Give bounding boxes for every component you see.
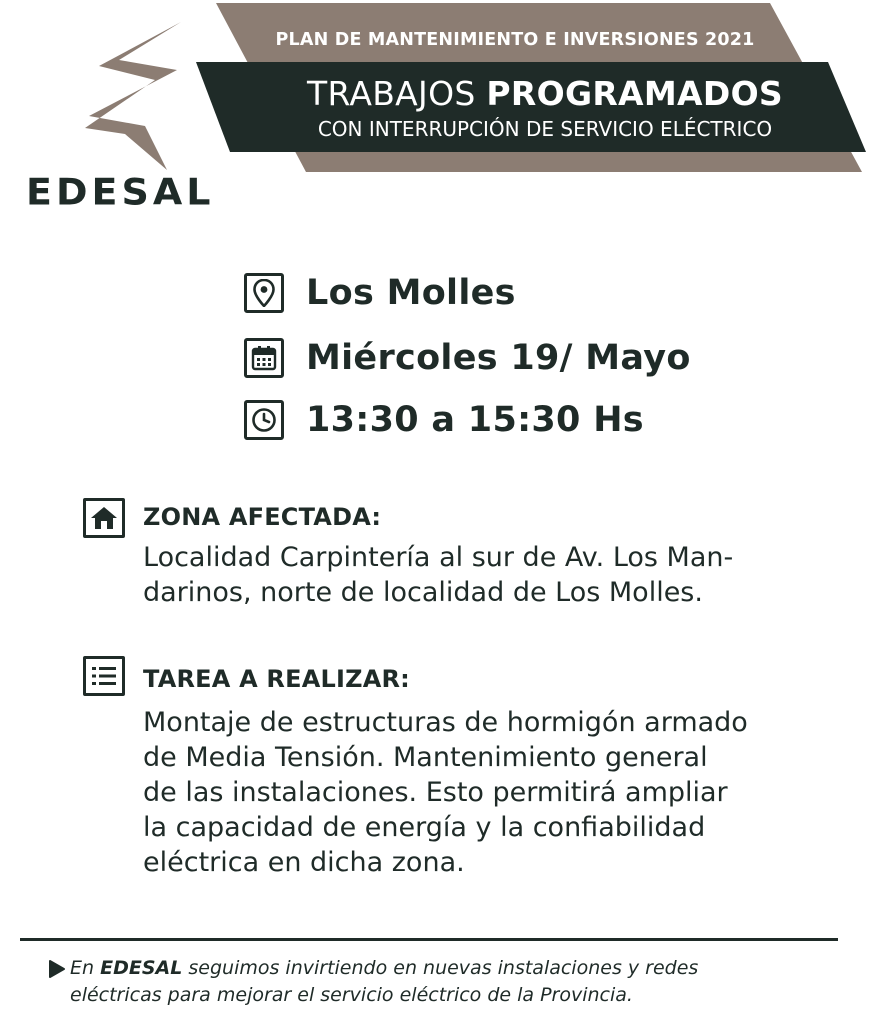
location-text: Los Molles: [306, 273, 516, 313]
list-icon: [83, 656, 125, 696]
footer-brand: EDESAL: [100, 957, 183, 979]
info-location-row: [244, 270, 516, 316]
logo-wordmark: EDESAL: [26, 171, 215, 213]
location-pin-icon: [244, 273, 284, 313]
zona-line: Localidad Carpintería al sur de Av. Los Man-: [143, 542, 734, 573]
info-date-row: [244, 335, 691, 381]
footer-divider: [20, 938, 838, 941]
tarea-title: TAREA A REALIZAR:: [143, 665, 410, 693]
info-time-row: [244, 397, 644, 443]
tarea-line: de las instalaciones. Esto permitirá ampliar: [143, 777, 728, 808]
footer-line-2: eléctricas para mejorar el servicio eléctrico de la Provincia.: [70, 984, 633, 1006]
banner-title-light: TRABAJOS: [307, 74, 476, 113]
footer-pre: En: [70, 957, 95, 979]
tarea-body: [143, 705, 803, 880]
lightning-logo-icon: [85, 22, 185, 170]
tarea-line: eléctrica en dicha zona.: [143, 847, 465, 878]
banner-title-bold: PROGRAMADOS: [486, 74, 783, 113]
banner-subtitle: CON INTERRUPCIÓN DE SERVICIO ELÉCTRICO: [317, 117, 773, 141]
clock-icon: [244, 400, 284, 440]
zona-line: darinos, norte de localidad de Los Molles.: [143, 577, 703, 608]
footer-post: seguimos invirtiendo en nuevas instalaciones y redes: [188, 957, 699, 979]
tarea-line: la capacidad de energía y la confiabilidad: [143, 812, 706, 843]
calendar-icon: [244, 338, 284, 378]
time-text: 13:30 a 15:30 Hs: [306, 400, 644, 440]
banner-title: [255, 74, 835, 113]
zona-title: ZONA AFECTADA:: [143, 503, 382, 531]
date-text: Miércoles 19/ Mayo: [306, 338, 691, 378]
tarea-line: de Media Tensión. Mantenimiento general: [143, 742, 708, 773]
play-arrow-icon: [48, 959, 66, 979]
house-icon: [83, 498, 125, 538]
tarea-line: Montaje de estructuras de hormigón armado: [143, 707, 748, 738]
zona-body: [143, 540, 803, 610]
banner-plan-text: PLAN DE MANTENIMIENTO E INVERSIONES 2021: [275, 30, 755, 50]
footer-line-1: [70, 955, 830, 981]
